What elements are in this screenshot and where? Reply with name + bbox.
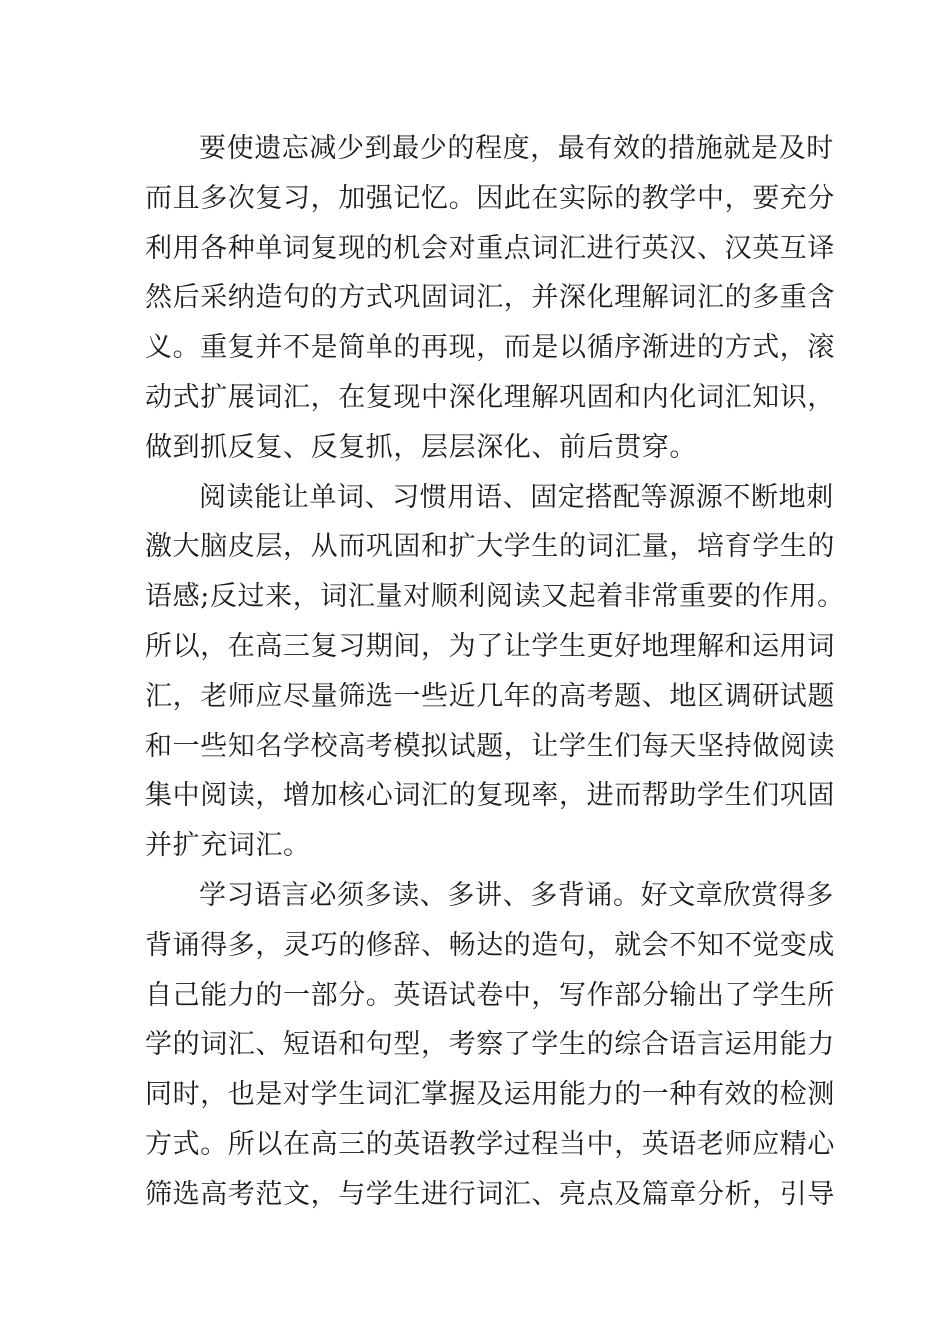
- text-line: 同时，也是对学生词汇掌握及运用能力的一种有效的检测: [145, 1079, 835, 1111]
- text-line: 所以，在高三复习期间，为了让学生更好地理解和运用词: [145, 630, 835, 662]
- text-line: 学习语言必须多读、多讲、多背诵。好文章欣赏得多: [199, 879, 834, 911]
- text-line: 学的词汇、短语和句型，考察了学生的综合语言运用能力: [145, 1029, 835, 1061]
- paragraph-1: [145, 124, 835, 473]
- text-line: 汇，老师应尽量筛选一些近几年的高考题、地区调研试题: [145, 680, 835, 712]
- text-line: 并扩充词汇。: [145, 830, 311, 862]
- text-line: 做到抓反复、反复抓，层层深化、前后贯穿。: [145, 431, 697, 463]
- paragraph-2: [145, 473, 845, 871]
- text-line: 阅读能让单词、习惯用语、固定搭配等源源不断地刺: [199, 481, 834, 513]
- text-line: 而且多次复习，加强记忆。因此在实际的教学中，要充分: [145, 182, 835, 214]
- text-line: 集中阅读，增加核心词汇的复现率，进而帮助学生们巩固: [145, 780, 835, 812]
- text-line: 和一些知名学校高考模拟试题，让学生们每天坚持做阅读: [145, 730, 835, 762]
- text-line: 语感;反过来，词汇量对顺利阅读又起着非常重要的作用。: [145, 581, 845, 613]
- text-line: 利用各种单词复现的机会对重点词汇进行英汉、汉英互译: [145, 232, 835, 264]
- text-line: 要使遗忘减少到最少的程度，最有效的措施就是及时: [199, 133, 834, 164]
- paragraph-3: [145, 871, 835, 1220]
- text-line: 激大脑皮层，从而巩固和扩大学生的词汇量，培育学生的: [145, 531, 835, 563]
- text-line: 自己能力的一部分。英语试卷中，写作部分输出了学生所: [145, 979, 835, 1011]
- body-text: [145, 124, 845, 1220]
- text-line: 义。重复并不是简单的再现，而是以循序渐进的方式，滚: [145, 332, 835, 364]
- text-line: 方式。所以在高三的英语教学过程当中，英语老师应精心: [145, 1128, 835, 1160]
- text-line: 然后采纳造句的方式巩固词汇，并深化理解词汇的多重含: [145, 282, 835, 314]
- text-line: 动式扩展词汇，在复现中深化理解巩固和内化词汇知识，: [145, 381, 835, 413]
- text-line: 背诵得多，灵巧的修辞、畅达的造句，就会不知不觉变成: [145, 929, 835, 961]
- text-line: 筛选高考范文，与学生进行词汇、亮点及篇章分析，引导: [145, 1178, 835, 1210]
